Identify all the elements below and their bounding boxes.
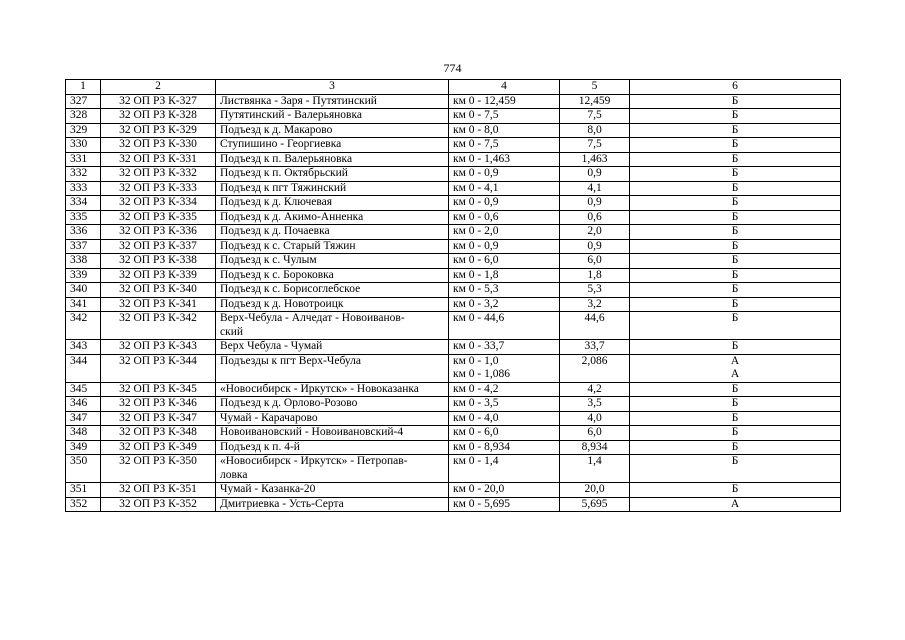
road-name-cell bbox=[216, 483, 449, 498]
length-cell: 6,0 bbox=[560, 254, 630, 269]
road-name-cell-line: «Новосибирск - Иркутск» - Новоказанка bbox=[220, 382, 419, 395]
category-cell bbox=[630, 225, 841, 240]
road-name-cell bbox=[216, 254, 449, 269]
road-code-cell: 32 ОП РЗ К-336 bbox=[101, 225, 216, 240]
header-cell: 2 bbox=[101, 80, 216, 95]
table-row bbox=[66, 354, 841, 382]
table-row bbox=[66, 109, 841, 124]
km-range-cell bbox=[449, 225, 560, 240]
km-range-cell-line: км 0 - 1,086 bbox=[453, 368, 510, 380]
header-cell: 4 bbox=[449, 80, 560, 95]
table-row bbox=[66, 455, 841, 483]
row-number-cell: 335 bbox=[66, 210, 101, 225]
row-number-cell: 328 bbox=[66, 109, 101, 124]
length-cell: 7,5 bbox=[560, 138, 630, 153]
road-code-cell: 32 ОП РЗ К-341 bbox=[101, 297, 216, 312]
length-cell: 0,9 bbox=[560, 239, 630, 254]
category-cell-line: Б bbox=[731, 283, 739, 295]
category-cell bbox=[630, 440, 841, 455]
road-name-cell-line: Подъезд к п. 4-й bbox=[220, 440, 300, 453]
road-code-cell: 32 ОП РЗ К-342 bbox=[101, 312, 216, 340]
road-name-cell-line: Дмитриевка - Усть-Серта bbox=[220, 497, 344, 510]
row-number-cell: 349 bbox=[66, 440, 101, 455]
category-cell bbox=[630, 94, 841, 109]
road-name-cell-line: Подъезд к п. Валерьяновка bbox=[220, 152, 353, 165]
road-name-cell-line: Подъезд к с. Чулым bbox=[220, 254, 317, 266]
category-cell bbox=[630, 312, 841, 340]
km-range-cell bbox=[449, 167, 560, 182]
row-number-cell: 337 bbox=[66, 239, 101, 254]
km-range-cell-line: км 0 - 4,0 bbox=[453, 411, 499, 424]
length-cell: 44,6 bbox=[560, 312, 630, 340]
road-name-cell-line: Подъезд к с. Бороковка bbox=[220, 268, 334, 281]
km-range-cell bbox=[449, 312, 560, 340]
km-range-cell bbox=[449, 152, 560, 167]
table-row bbox=[66, 440, 841, 455]
road-name-cell-line: Листвянка - Заря - Путятинский bbox=[220, 94, 377, 107]
table-row bbox=[66, 283, 841, 298]
road-code-cell: 32 ОП РЗ К-349 bbox=[101, 440, 216, 455]
km-range-cell-line: км 0 - 1,463 bbox=[453, 152, 510, 165]
road-name-cell-line: Подъезд к пгт Тяжинский bbox=[220, 181, 347, 194]
road-code-cell: 32 ОП РЗ К-331 bbox=[101, 152, 216, 167]
category-cell-line: Б bbox=[731, 254, 739, 266]
page-number: 774 bbox=[443, 61, 462, 75]
category-cell bbox=[630, 268, 841, 283]
category-cell-line: Б bbox=[731, 94, 739, 107]
category-cell bbox=[630, 181, 841, 196]
table-row bbox=[66, 239, 841, 254]
category-cell bbox=[630, 167, 841, 182]
category-cell bbox=[630, 123, 841, 138]
length-cell: 3,5 bbox=[560, 397, 630, 412]
road-name-cell-line: ловка bbox=[220, 468, 248, 481]
length-cell: 0,9 bbox=[560, 167, 630, 182]
road-name-cell bbox=[216, 297, 449, 312]
km-range-cell bbox=[449, 411, 560, 426]
km-range-cell bbox=[449, 483, 560, 498]
road-name-cell-line: Ступишино - Георгиевка bbox=[220, 138, 342, 150]
table-row bbox=[66, 94, 841, 109]
roads-table bbox=[65, 79, 841, 512]
road-name-cell bbox=[216, 354, 449, 382]
road-name-cell bbox=[216, 340, 449, 355]
table-row bbox=[66, 382, 841, 397]
road-name-cell bbox=[216, 312, 449, 340]
table-row bbox=[66, 312, 841, 340]
category-cell bbox=[630, 397, 841, 412]
header-cell: 6 bbox=[630, 80, 841, 95]
km-range-cell bbox=[449, 94, 560, 109]
road-name-cell bbox=[216, 497, 449, 512]
road-code-cell: 32 ОП РЗ К-348 bbox=[101, 426, 216, 441]
table-header-row bbox=[66, 80, 841, 95]
km-range-cell-line: км 0 - 12,459 bbox=[453, 94, 516, 107]
length-cell: 5,3 bbox=[560, 283, 630, 298]
road-name-cell-line: Подъезд к д. Новотроицк bbox=[220, 297, 344, 310]
row-number-cell: 347 bbox=[66, 411, 101, 426]
row-number-cell: 336 bbox=[66, 225, 101, 240]
road-name-cell-line: Подъезд к д. Орлово-Розово bbox=[220, 397, 358, 409]
km-range-cell bbox=[449, 382, 560, 397]
table-row bbox=[66, 181, 841, 196]
road-code-cell: 32 ОП РЗ К-352 bbox=[101, 497, 216, 512]
length-cell: 8,0 bbox=[560, 123, 630, 138]
road-name-cell bbox=[216, 109, 449, 124]
table-row bbox=[66, 210, 841, 225]
row-number-cell: 341 bbox=[66, 297, 101, 312]
category-cell-line: А bbox=[730, 354, 740, 367]
row-number-cell: 331 bbox=[66, 152, 101, 167]
km-range-cell bbox=[449, 181, 560, 196]
km-range-cell bbox=[449, 196, 560, 211]
km-range-cell-line: км 0 - 8,0 bbox=[453, 123, 499, 136]
length-cell: 2,0 bbox=[560, 225, 630, 240]
category-cell-line: Б bbox=[731, 167, 739, 179]
km-range-cell bbox=[449, 210, 560, 225]
table-row bbox=[66, 411, 841, 426]
km-range-cell-line: км 0 - 4,2 bbox=[453, 382, 499, 395]
road-name-cell bbox=[216, 283, 449, 298]
km-range-cell bbox=[449, 283, 560, 298]
table-row bbox=[66, 152, 841, 167]
row-number-cell: 345 bbox=[66, 382, 101, 397]
road-code-cell: 32 ОП РЗ К-330 bbox=[101, 138, 216, 153]
road-name-cell bbox=[216, 181, 449, 196]
road-name-cell-line: Подъезд к п. Октябрьский bbox=[220, 167, 348, 179]
table-row bbox=[66, 167, 841, 182]
km-range-cell bbox=[449, 497, 560, 512]
category-cell-line: Б bbox=[731, 123, 739, 136]
road-name-cell bbox=[216, 210, 449, 225]
road-name-cell bbox=[216, 123, 449, 138]
table-body bbox=[66, 80, 841, 512]
road-code-cell: 32 ОП РЗ К-337 bbox=[101, 239, 216, 254]
length-cell: 3,2 bbox=[560, 297, 630, 312]
km-range-cell-line: км 0 - 4,1 bbox=[453, 181, 499, 194]
km-range-cell-line: км 0 - 1,4 bbox=[453, 455, 499, 467]
road-name-cell bbox=[216, 440, 449, 455]
category-cell-line: Б bbox=[731, 109, 739, 121]
road-name-cell bbox=[216, 426, 449, 441]
category-cell bbox=[630, 382, 841, 397]
row-number-cell: 327 bbox=[66, 94, 101, 109]
road-name-cell-line: Подъезд к с. Борисоглебское bbox=[220, 283, 361, 295]
km-range-cell-line: км 0 - 8,934 bbox=[453, 440, 510, 453]
length-cell: 1,8 bbox=[560, 268, 630, 283]
road-code-cell: 32 ОП РЗ К-345 bbox=[101, 382, 216, 397]
category-cell bbox=[630, 210, 841, 225]
km-range-cell bbox=[449, 254, 560, 269]
km-range-cell-line: км 0 - 5,695 bbox=[453, 497, 510, 510]
row-number-cell: 352 bbox=[66, 497, 101, 512]
km-range-cell-line: км 0 - 6,0 bbox=[453, 426, 499, 438]
km-range-cell-line: км 0 - 0,6 bbox=[453, 210, 499, 223]
road-code-cell: 32 ОП РЗ К-339 bbox=[101, 268, 216, 283]
category-cell-line: Б bbox=[731, 297, 739, 310]
table-row bbox=[66, 426, 841, 441]
category-cell bbox=[630, 297, 841, 312]
row-number-cell: 342 bbox=[66, 312, 101, 340]
row-number-cell: 333 bbox=[66, 181, 101, 196]
km-range-cell-line: км 0 - 0,9 bbox=[453, 239, 499, 252]
category-cell bbox=[630, 354, 841, 382]
category-cell-line: Б bbox=[731, 340, 739, 352]
road-name-cell-line: Верх-Чебула - Алчедат - Новоиванов- bbox=[220, 312, 405, 324]
row-number-cell: 332 bbox=[66, 167, 101, 182]
category-cell bbox=[630, 109, 841, 124]
road-name-cell bbox=[216, 455, 449, 483]
table-row bbox=[66, 268, 841, 283]
km-range-cell-line: км 0 - 0,9 bbox=[453, 196, 499, 208]
road-name-cell bbox=[216, 94, 449, 109]
category-cell bbox=[630, 483, 841, 498]
category-cell bbox=[630, 340, 841, 355]
road-code-cell: 32 ОП РЗ К-334 bbox=[101, 196, 216, 211]
length-cell: 8,934 bbox=[560, 440, 630, 455]
road-code-cell: 32 ОП РЗ К-335 bbox=[101, 210, 216, 225]
row-number-cell: 351 bbox=[66, 483, 101, 498]
length-cell: 5,695 bbox=[560, 497, 630, 512]
km-range-cell bbox=[449, 340, 560, 355]
road-name-cell bbox=[216, 196, 449, 211]
km-range-cell-line: км 0 - 5,3 bbox=[453, 283, 499, 295]
length-cell: 4,2 bbox=[560, 382, 630, 397]
road-name-cell-line: ский bbox=[220, 325, 243, 338]
km-range-cell bbox=[449, 440, 560, 455]
category-cell-line: Б bbox=[731, 268, 739, 281]
km-range-cell-line: км 0 - 7,5 bbox=[453, 138, 499, 150]
length-cell: 20,0 bbox=[560, 483, 630, 498]
road-name-cell-line: Чумай - Казанка-20 bbox=[220, 483, 316, 495]
category-cell-line: А bbox=[730, 497, 740, 510]
road-name-cell-line: «Новосибирск - Иркутск» - Петропав- bbox=[220, 455, 408, 467]
road-code-cell: 32 ОП РЗ К-338 bbox=[101, 254, 216, 269]
road-name-cell-line: Подъезд к д. Почаевка bbox=[220, 225, 330, 237]
length-cell: 33,7 bbox=[560, 340, 630, 355]
km-range-cell bbox=[449, 354, 560, 382]
length-cell: 1,4 bbox=[560, 455, 630, 483]
category-cell-line: А bbox=[730, 368, 740, 380]
road-name-cell-line: Чумай - Карачарово bbox=[220, 411, 318, 424]
road-name-cell-line: Новоивановский - Новоивановский-4 bbox=[220, 426, 404, 438]
length-cell: 4,1 bbox=[560, 181, 630, 196]
category-cell-line: Б bbox=[731, 440, 739, 453]
km-range-cell-line: км 0 - 2,0 bbox=[453, 225, 499, 237]
length-cell: 0,9 bbox=[560, 196, 630, 211]
road-name-cell bbox=[216, 239, 449, 254]
km-range-cell bbox=[449, 138, 560, 153]
row-number-cell: 338 bbox=[66, 254, 101, 269]
length-cell: 7,5 bbox=[560, 109, 630, 124]
table-row bbox=[66, 340, 841, 355]
category-cell-line: Б bbox=[731, 210, 739, 223]
category-cell-line: Б bbox=[731, 181, 739, 194]
table-row bbox=[66, 225, 841, 240]
road-name-cell-line: Подъезд к д. Ключевая bbox=[220, 196, 333, 208]
road-name-cell bbox=[216, 411, 449, 426]
road-name-cell-line: Путятинский - Валерьяновка bbox=[220, 109, 362, 121]
km-range-cell bbox=[449, 426, 560, 441]
row-number-cell: 348 bbox=[66, 426, 101, 441]
road-code-cell: 32 ОП РЗ К-332 bbox=[101, 167, 216, 182]
length-cell: 4,0 bbox=[560, 411, 630, 426]
road-code-cell: 32 ОП РЗ К-347 bbox=[101, 411, 216, 426]
row-number-cell: 330 bbox=[66, 138, 101, 153]
header-cell: 1 bbox=[66, 80, 101, 95]
row-number-cell: 334 bbox=[66, 196, 101, 211]
length-cell: 0,6 bbox=[560, 210, 630, 225]
category-cell-line: Б bbox=[731, 225, 739, 237]
category-cell bbox=[630, 426, 841, 441]
row-number-cell: 350 bbox=[66, 455, 101, 483]
road-name-cell bbox=[216, 152, 449, 167]
km-range-cell-line: км 0 - 33,7 bbox=[453, 340, 505, 352]
km-range-cell-line: км 0 - 0,9 bbox=[453, 167, 499, 179]
road-code-cell: 32 ОП РЗ К-329 bbox=[101, 123, 216, 138]
road-name-cell bbox=[216, 138, 449, 153]
road-code-cell: 32 ОП РЗ К-328 bbox=[101, 109, 216, 124]
category-cell bbox=[630, 455, 841, 483]
table-row bbox=[66, 196, 841, 211]
length-cell: 6,0 bbox=[560, 426, 630, 441]
row-number-cell: 343 bbox=[66, 340, 101, 355]
category-cell-line: Б bbox=[731, 483, 739, 495]
road-name-cell bbox=[216, 268, 449, 283]
road-code-cell: 32 ОП РЗ К-327 bbox=[101, 94, 216, 109]
km-range-cell bbox=[449, 123, 560, 138]
category-cell-line: Б bbox=[731, 312, 739, 324]
category-cell-line: Б bbox=[731, 152, 739, 165]
row-number-cell: 344 bbox=[66, 354, 101, 382]
row-number-cell: 339 bbox=[66, 268, 101, 283]
road-code-cell: 32 ОП РЗ К-333 bbox=[101, 181, 216, 196]
category-cell bbox=[630, 411, 841, 426]
category-cell-line: Б bbox=[731, 239, 739, 252]
table-row bbox=[66, 297, 841, 312]
category-cell-line: Б bbox=[731, 411, 739, 424]
length-cell: 12,459 bbox=[560, 94, 630, 109]
km-range-cell-line: км 0 - 20,0 bbox=[453, 483, 505, 495]
km-range-cell bbox=[449, 297, 560, 312]
row-number-cell: 329 bbox=[66, 123, 101, 138]
row-number-cell: 346 bbox=[66, 397, 101, 412]
road-code-cell: 32 ОП РЗ К-346 bbox=[101, 397, 216, 412]
category-cell-line: Б bbox=[731, 455, 739, 467]
km-range-cell bbox=[449, 455, 560, 483]
road-name-cell bbox=[216, 167, 449, 182]
road-name-cell-line: Подъезды к пгт Верх-Чебула bbox=[220, 354, 361, 367]
category-cell-line: Б bbox=[731, 138, 739, 150]
table-row bbox=[66, 123, 841, 138]
road-name-cell bbox=[216, 382, 449, 397]
km-range-cell bbox=[449, 109, 560, 124]
row-number-cell: 340 bbox=[66, 283, 101, 298]
km-range-cell-line: км 0 - 7,5 bbox=[453, 109, 499, 121]
table-row bbox=[66, 138, 841, 153]
km-range-cell bbox=[449, 397, 560, 412]
road-name-cell-line: Верх Чебула - Чумай bbox=[220, 340, 323, 352]
km-range-cell-line: км 0 - 6,0 bbox=[453, 254, 499, 266]
table-row bbox=[66, 254, 841, 269]
length-cell: 1,463 bbox=[560, 152, 630, 167]
road-code-cell: 32 ОП РЗ К-344 bbox=[101, 354, 216, 382]
road-code-cell: 32 ОП РЗ К-351 bbox=[101, 483, 216, 498]
category-cell bbox=[630, 152, 841, 167]
km-range-cell-line: км 0 - 1,0 bbox=[453, 354, 499, 367]
table-row bbox=[66, 483, 841, 498]
category-cell bbox=[630, 254, 841, 269]
header-cell: 5 bbox=[560, 80, 630, 95]
table-row bbox=[66, 497, 841, 512]
km-range-cell-line: км 0 - 1,8 bbox=[453, 268, 499, 281]
category-cell-line: Б bbox=[731, 382, 739, 395]
length-cell: 2,086 bbox=[560, 354, 630, 382]
category-cell bbox=[630, 283, 841, 298]
category-cell bbox=[630, 239, 841, 254]
road-name-cell-line: Подъезд к д. Макарово bbox=[220, 123, 333, 136]
road-code-cell: 32 ОП РЗ К-350 bbox=[101, 455, 216, 483]
km-range-cell-line: км 0 - 3,2 bbox=[453, 297, 499, 310]
km-range-cell-line: км 0 - 44,6 bbox=[453, 312, 505, 324]
km-range-cell-line: км 0 - 3,5 bbox=[453, 397, 499, 409]
category-cell-line: Б bbox=[731, 426, 739, 438]
road-name-cell bbox=[216, 397, 449, 412]
category-cell-line: Б bbox=[731, 397, 739, 409]
km-range-cell bbox=[449, 268, 560, 283]
road-name-cell bbox=[216, 225, 449, 240]
km-range-cell bbox=[449, 239, 560, 254]
category-cell bbox=[630, 138, 841, 153]
category-cell bbox=[630, 497, 841, 512]
road-code-cell: 32 ОП РЗ К-340 bbox=[101, 283, 216, 298]
category-cell-line: Б bbox=[731, 196, 739, 208]
category-cell bbox=[630, 196, 841, 211]
road-code-cell: 32 ОП РЗ К-343 bbox=[101, 340, 216, 355]
table-row bbox=[66, 397, 841, 412]
road-name-cell-line: Подъезд к д. Акимо-Анненка bbox=[220, 210, 364, 223]
header-cell: 3 bbox=[216, 80, 449, 95]
road-name-cell-line: Подъезд к с. Старый Тяжин bbox=[220, 239, 356, 252]
